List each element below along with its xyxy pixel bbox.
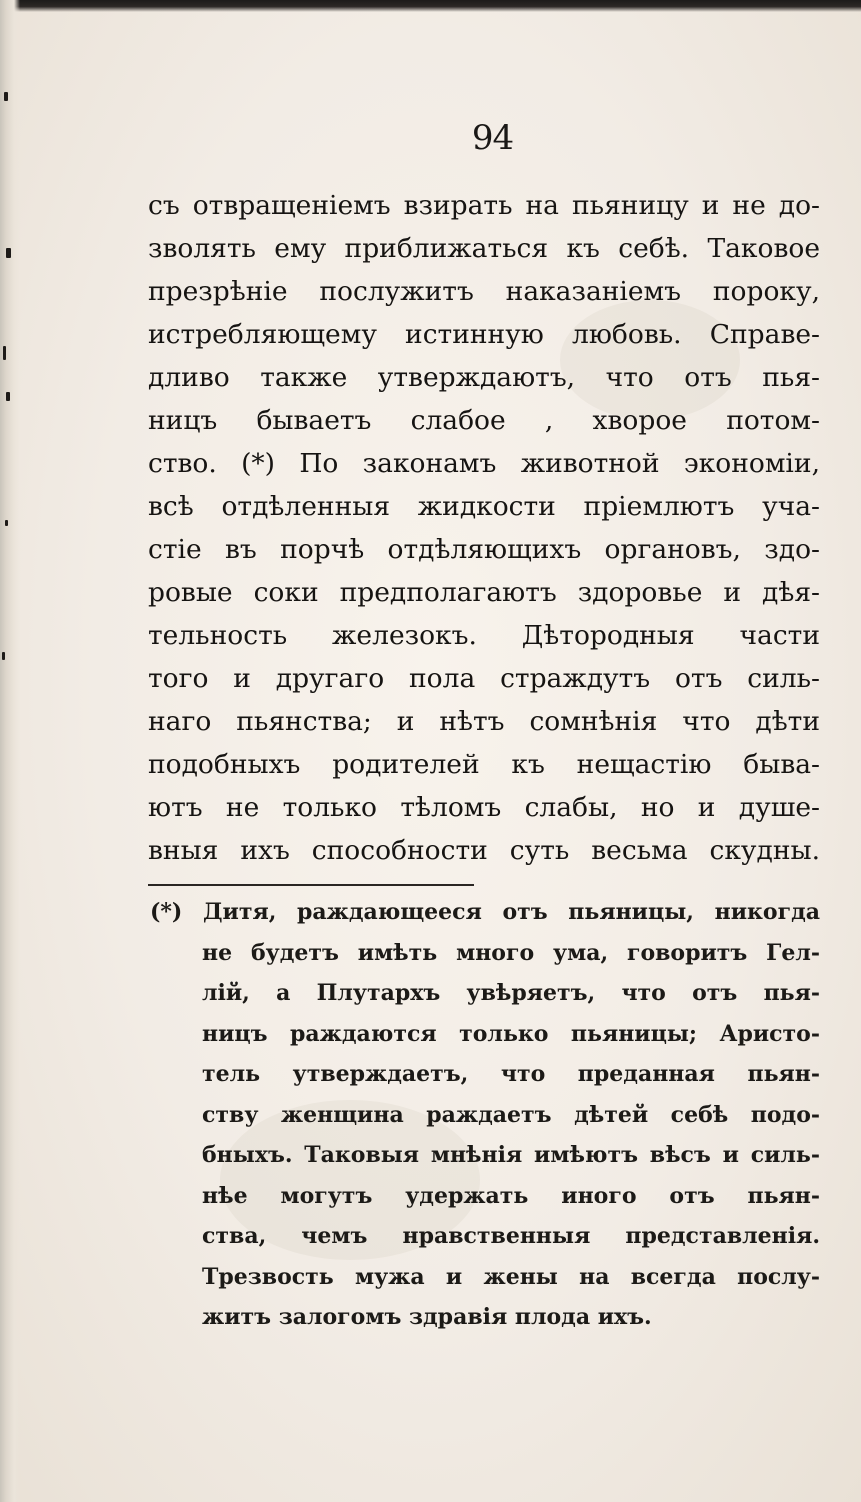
text-line: вныя ихъ способности суть весьма скудны. [148, 835, 820, 866]
text-line: наго пьянства; и нѣтъ сомнѣнiя что дѣти [148, 706, 820, 737]
page-binding-edge [0, 0, 20, 1502]
text-line: ютъ не только тѣломъ слабы, но и душе- [148, 792, 820, 823]
footnote-line: ства, чемъ нравственныя представленiя. [202, 1223, 820, 1249]
footnote [150, 892, 820, 1338]
text-line: ницъ бываетъ слабое , хворое потом- [148, 405, 820, 436]
page-top-edge [0, 0, 861, 12]
footnote-line: не будетъ имѣть много ума, говоритъ Гел- [202, 939, 820, 966]
text-line: ровые соки предполагаютъ здоровье и дѣя- [148, 577, 820, 608]
text-line: зволять ему приближаться къ себѣ. Таковое [148, 233, 820, 264]
footnote-line: Трезвость мужа и жены на всегда послу- [202, 1263, 820, 1290]
text-line: подобныхъ родителей къ нещастiю быва- [148, 749, 820, 780]
footnote-line: (*) Дитя, раждающееся отъ пьяницы, никогда [150, 899, 820, 925]
footnote-line: нѣе могутъ удержать иного отъ пьян- [202, 1182, 820, 1209]
text-line: того и другаго пола страждутъ отъ силь- [148, 663, 820, 694]
footnote-line: ницъ раждаются только пьяницы; Аристо- [202, 1020, 820, 1047]
text-line: съ отвращенiемъ взирать на пьяницу и не до- [148, 190, 820, 221]
text-line: всѣ отдѣленныя жидкости прiемлютъ уча- [148, 491, 820, 522]
text-line: дливо также утверждаютъ, что отъ пья- [148, 362, 820, 393]
text-line: ство. (*) По законамъ животной экономiи, [148, 448, 820, 479]
text-line: тельность железокъ. Дѣтородныя части [148, 620, 820, 651]
footnote-line: ству женщина раждаетъ дѣтей себѣ подо- [202, 1101, 820, 1128]
body-text [148, 184, 820, 872]
text-line: стiе въ порчѣ отдѣляющихъ органовъ, здо- [148, 534, 820, 565]
footnote-separator [148, 884, 474, 886]
footnote-line: житъ залогомъ здравiя плода ихъ. [202, 1304, 652, 1330]
footnote-line: тель утверждаетъ, что преданная пьян- [202, 1061, 820, 1087]
text-line: презрѣнiе послужитъ наказанiемъ пороку, [148, 276, 820, 307]
text-line: истребляющему истинную любовь. Справе- [148, 319, 820, 350]
footnote-line: бныхъ. Таковыя мнѣнiя имѣютъ вѣсъ и силь- [202, 1142, 820, 1168]
footnote-line: лiй, а Плутархъ увѣряетъ, что отъ пья- [202, 980, 820, 1006]
page-number: 94 [471, 118, 514, 158]
